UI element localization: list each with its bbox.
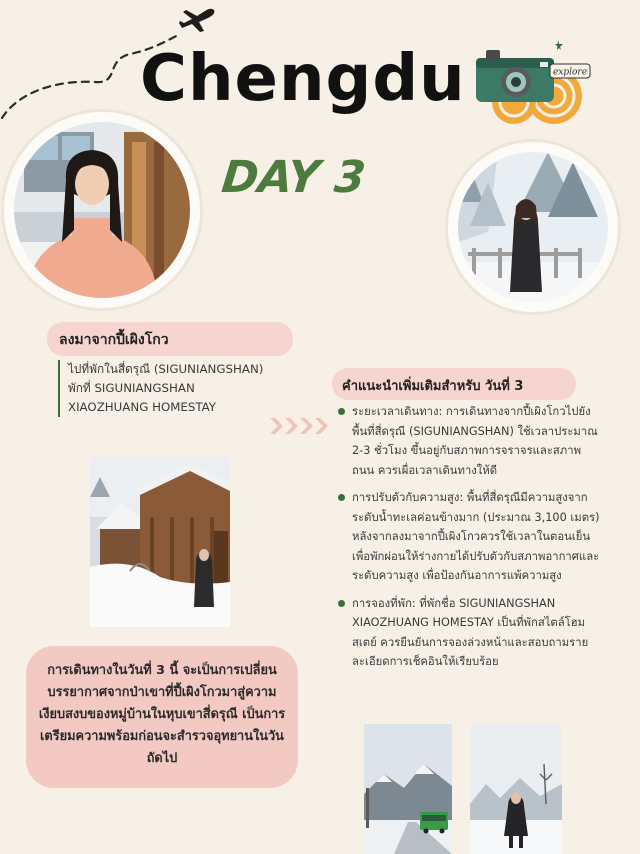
camera-sticker — [462, 36, 592, 126]
photo-mountain-road-bus — [364, 724, 452, 854]
camera-sticker-text: explore — [552, 67, 588, 78]
tip-booking: การจองที่พัก: ที่พักชื่อ SIGUNIANGSHAN XIAOZHUANG HOMESTAY เป็นที่พักสไตล์โฮมสเตย์ ควรยืนยันการจองล่วงหน้าและสอบถามรายละเอียดการเช็คอินให้เรียบร้อย — [338, 594, 600, 672]
left-section-item: ไปที่พักในสี่ดรุณี (SIGUNIANGSHAN) พักที่ SIGUNIANGSHAN XIAOZHUANG HOMESTAY — [58, 360, 268, 417]
photo-wooden-cabins-snow — [90, 457, 230, 627]
photo-woman-walking-snow — [470, 724, 562, 854]
day-subtitle: DAY 3 — [219, 152, 369, 203]
page-title: Chengdu — [140, 42, 466, 116]
tip-altitude: การปรับตัวกับความสูง: พื้นที่สี่ดรุณีมีความสูงจากระดับน้ำทะเลค่อนข้างมาก (ประมาณ 3,100 เมตร) หลังจากลงมาจากปี้เผิงโกวควรใช้เวลาในตอนเย็นเพื่อพักผ่อนให้ร่างกายได้ปรับตัวกับสภาพอากาศและระดับความสูง เพื่อป้องกันอาการแพ้ความสูง — [338, 488, 600, 586]
tip-travel-time: ระยะเวลาเดินทาง: การเดินทางจากปี้เผิงโกวไปยังพื้นที่สี่ดรุณี (SIGUNIANGSHAN) ใช้เวลาประมาณ 2-3 ชั่วโมง ขึ้นอยู่กับสภาพการจราจรและสภาพถนน ควรเผื่อเวลาเดินทางให้ดี — [338, 402, 600, 480]
right-section-heading: คำแนะนำเพิ่มเติมสำหรับ วันที่ 3 — [332, 368, 576, 400]
day-summary: การเดินทางในวันที่ 3 นี้ จะเป็นการเปลี่ยนบรรยากาศจากป่าเขาที่ปี้เผิงโกวมาสู่ความเงียบสงบของหมู่บ้านในหุบเขาสี่ดรุณี เป็นการเตรียมความพร้อมก่อนจะสำรวจอุทยานในวันถัดไป — [26, 646, 298, 788]
tips-list — [338, 402, 600, 680]
left-section-heading: ลงมาจากปี้เผิงโกว — [47, 322, 293, 356]
photo-woman-snow-forest — [448, 142, 618, 312]
chevron-right-icon — [268, 414, 330, 438]
airplane-icon — [178, 2, 218, 38]
photo-woman-pink-sweater — [4, 112, 200, 308]
